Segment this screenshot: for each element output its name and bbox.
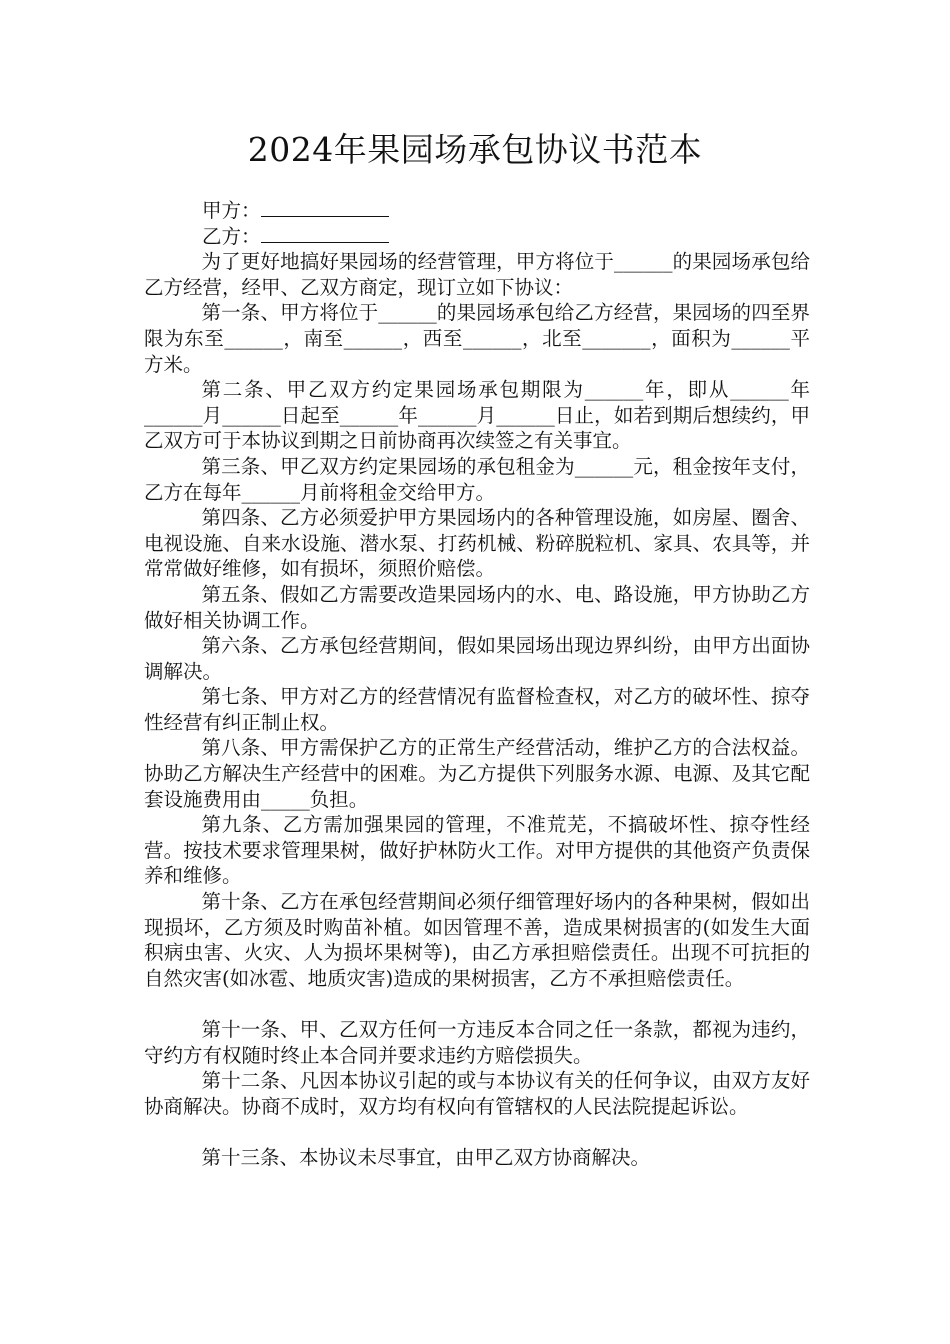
blank-line (144, 1119, 810, 1145)
party-a-blank (261, 202, 389, 217)
paragraph: 第七条、甲方对乙方的经营情况有监督检查权，对乙方的破坏性、掠夺性经营有纠正制止权。 (144, 685, 810, 734)
blank-line (144, 991, 810, 1017)
paragraph: 为了更好地搞好果园场的经营管理，甲方将位于______的果园场承包给乙方经营，经甲、乙双方商定，现订立如下协议： (144, 250, 810, 299)
paragraph: 第二条、甲乙双方约定果园场承包期限为______年，即从______年______月______日起至______年______月______日止，如若到期后想续约，甲乙双方可于本协议到期之日前协商再次续签之有关事宜。 (144, 378, 810, 453)
paragraph: 第十三条、本协议未尽事宜，由甲乙双方协商解决。 (201, 1145, 651, 1169)
paragraph: 第六条、乙方承包经营期间，假如果园场出现边界纠纷，由甲方出面协调解决。 (144, 634, 810, 683)
party-b-label: 乙方： (202, 224, 261, 248)
party-a-line (144, 198, 810, 224)
paragraph: 第十条、乙方在承包经营期间必须仔细管理好场内的各种果树，假如出现损坏，乙方须及时购苗补植。如因管理不善，造成果树损害的(如发生大面积病虫害、火灾、人为损坏果树等)，由乙方承担赔偿责任。出现不可抗拒的自然灾害(如冰雹、地质灾害)造成的果树损害，乙方不承担赔偿责任。 (144, 890, 810, 990)
paragraph: 第三条、甲乙双方约定果园场的承包租金为______元，租金按年支付，乙方在每年______月前将租金交给甲方。 (144, 454, 810, 504)
party-a-label: 甲方： (202, 199, 261, 222)
paragraph: 第十一条、甲、乙双方任何一方违反本合同之任一条款，都视为违约，守约方有权随时终止本合同并要求违约方赔偿损失。 (144, 1018, 810, 1067)
paragraph: 第十二条、凡因本协议引起的或与本协议有关的任何争议，由双方友好协商解决。协商不成时，双方均有权向有管辖权的人民法院提起诉讼。 (144, 1069, 810, 1118)
party-b-line (144, 224, 810, 250)
paragraph: 第一条、甲方将位于______的果园场承包给乙方经营，果园场的四至界限为东至______，南至______，西至______，北至_______，面积为______平方米。 (144, 301, 810, 376)
paragraph: 第八条、甲方需保护乙方的正常生产经营活动，维护乙方的合法权益。协助乙方解决生产经营中的困难。为乙方提供下列服务水源、电源、及其它配套设施费用由_____负担。 (144, 736, 810, 811)
party-b-blank (261, 228, 389, 243)
paragraph: 第九条、乙方需加强果园的管理，不准荒芜，不搞破坏性、掠夺性经营。按技术要求管理果树，做好护林防火工作。对甲方提供的其他资产负责保养和维修。 (144, 813, 810, 888)
document-title: 2024年果园场承包协议书范本 (247, 130, 703, 169)
paragraph: 第五条、假如乙方需要改造果园场内的水、电、路设施，甲方协助乙方做好相关协调工作。 (144, 582, 810, 632)
paragraph: 第四条、乙方必须爱护甲方果园场内的各种管理设施，如房屋、圈舍、电视设施、自来水设施、潜水泵、打药机械、粉碎脱粒机、家具、农具等，并常常做好维修，如有损坏，须照价赔偿。 (144, 506, 810, 581)
document-body (144, 198, 810, 1171)
